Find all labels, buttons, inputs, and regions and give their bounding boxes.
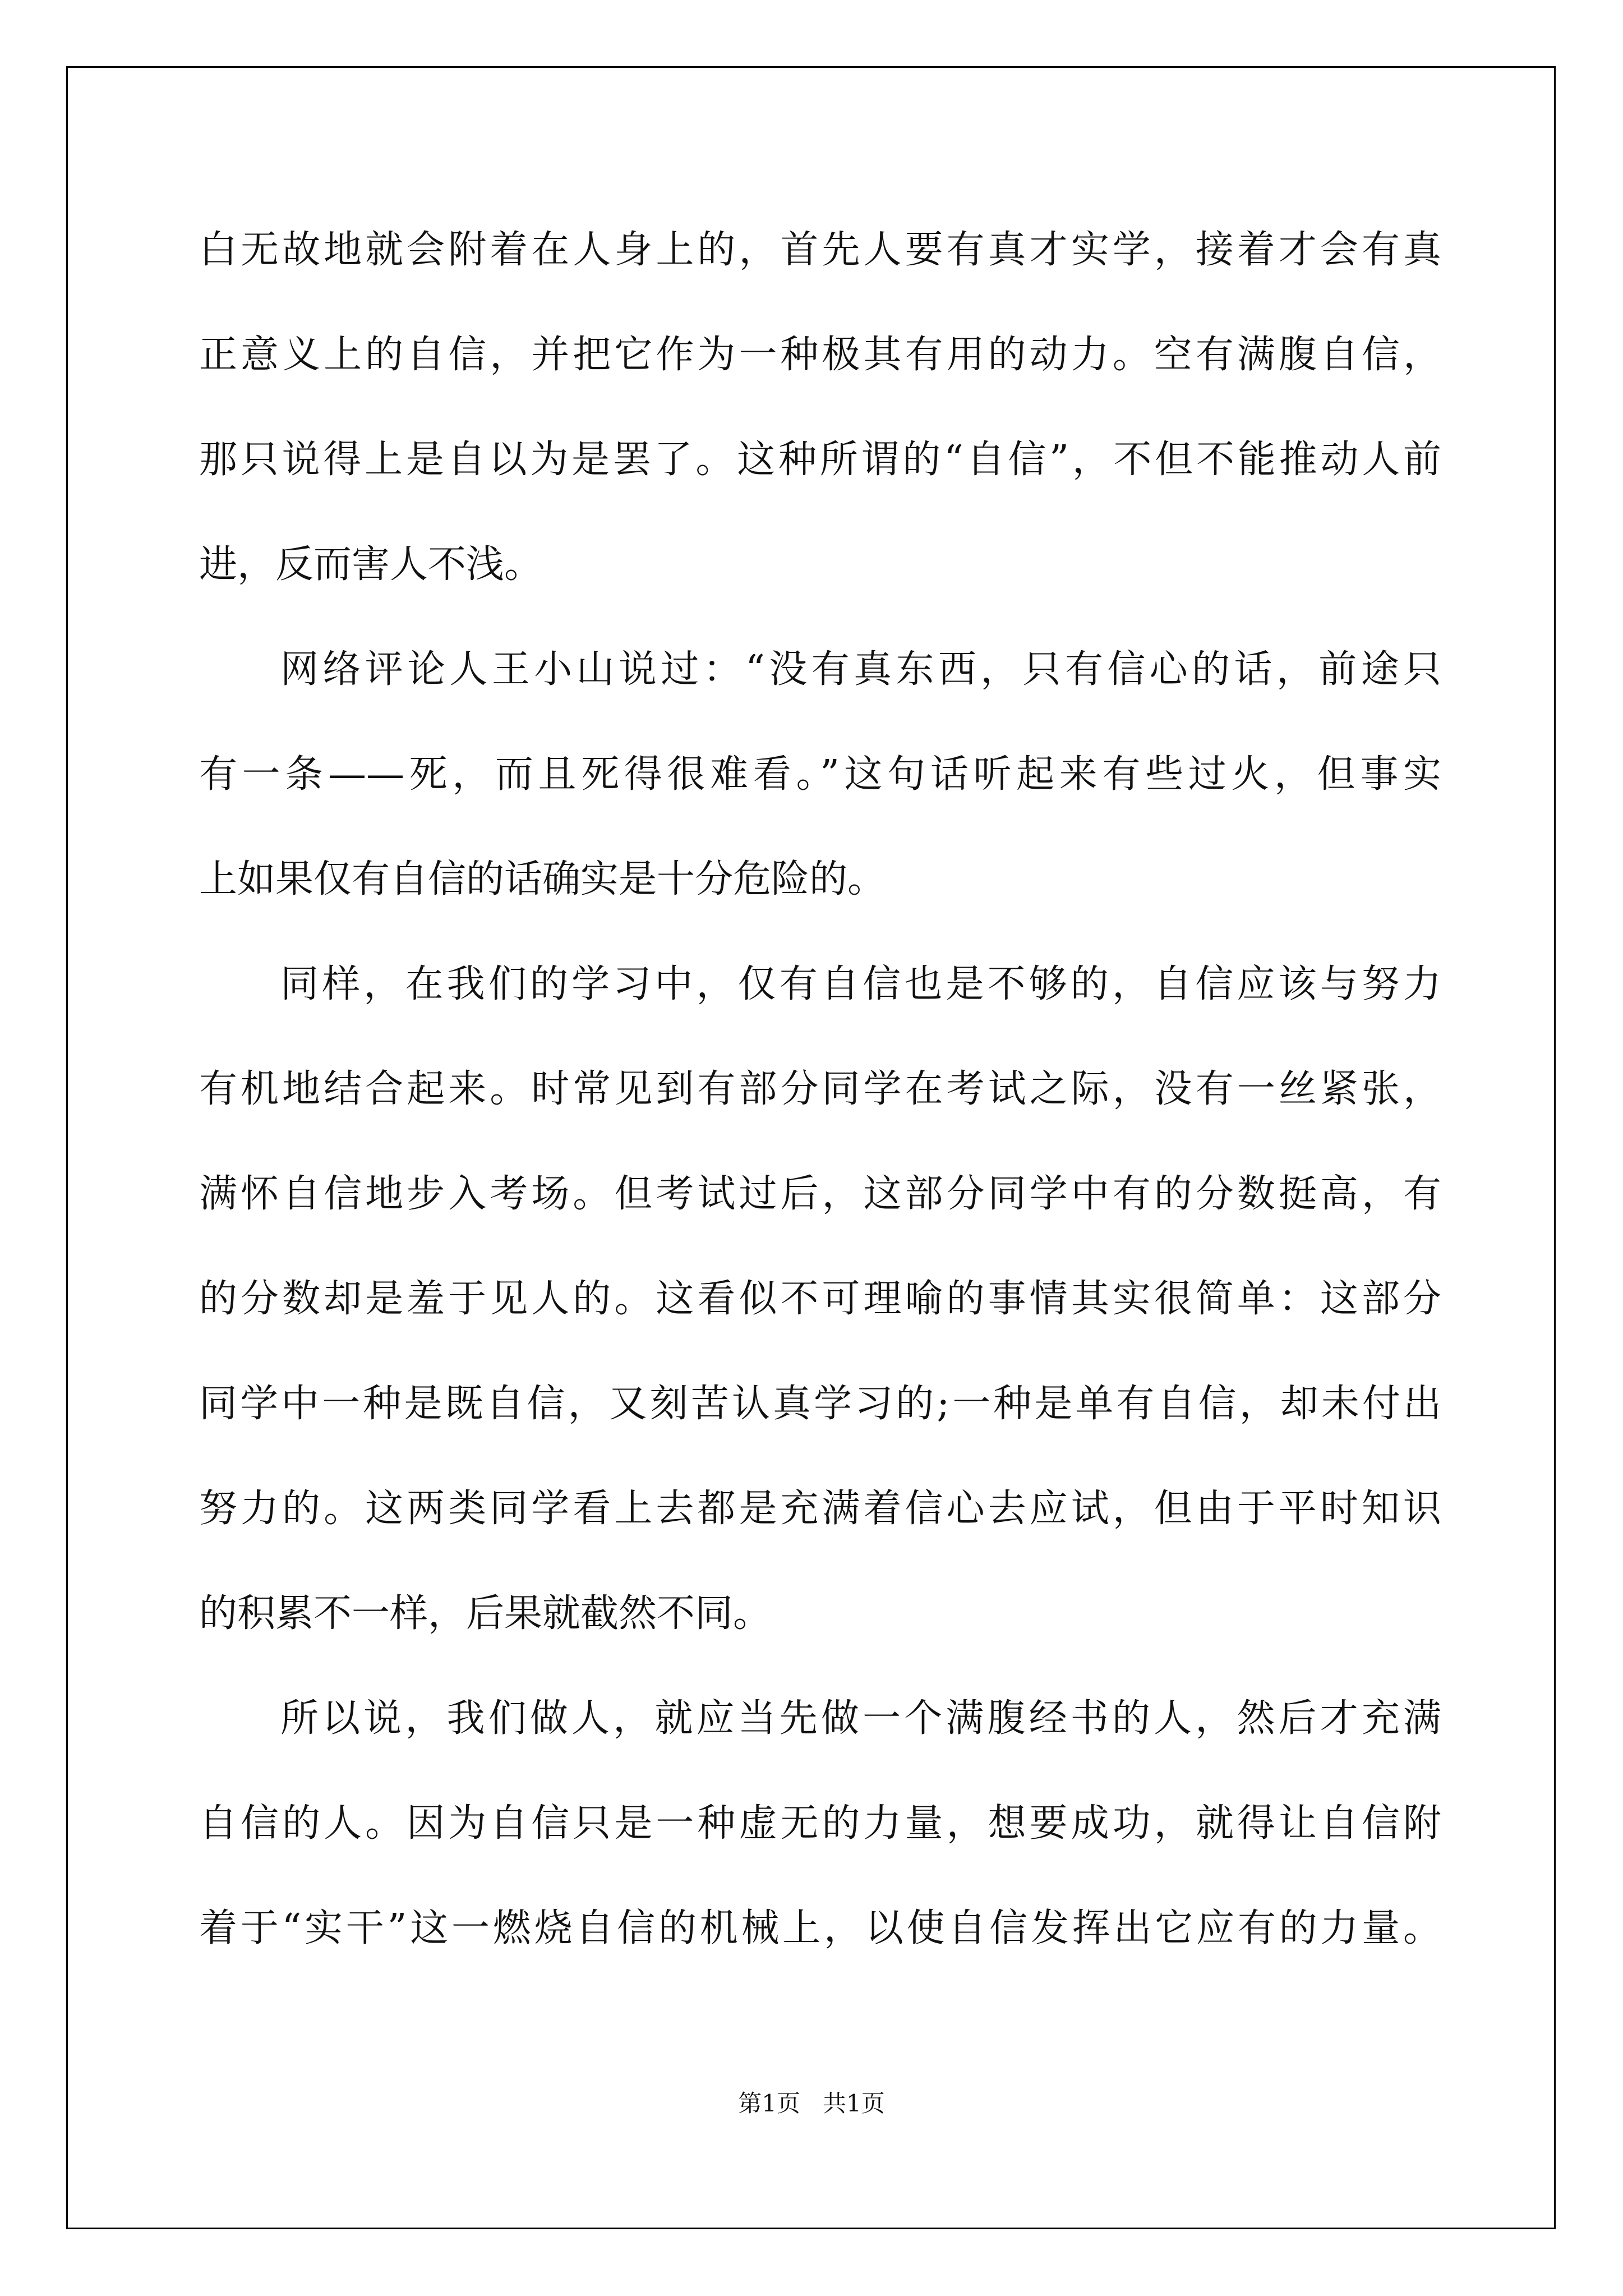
text-line: 那只说得上是自以为是罢了。这种所谓的“自信”，不但不能推动人前 <box>199 438 1441 482</box>
text-line: 的分数却是羞于见人的。这看似不可理喻的事情其实很简单：这部分 <box>199 1277 1441 1321</box>
text-line: 正意义上的自信，并把它作为一种极其有用的动力。空有满腹自信， <box>199 333 1441 377</box>
paragraph-first-line: 所以说，我们做人，就应当先做一个满腹经书的人，然后才充满 <box>280 1696 1441 1741</box>
page-total: 共1页 <box>823 2090 885 2117</box>
page-number: 第1页 <box>738 2090 800 2117</box>
text-line: 有机地结合起来。时常见到有部分同学在考试之际，没有一丝紧张， <box>199 1067 1441 1111</box>
text-line: 上如果仅有自信的话确实是十分危险的。 <box>199 857 886 901</box>
paragraph-first-line: 网络评论人王小山说过：“没有真东西，只有信心的话，前途只 <box>280 647 1441 692</box>
text-line: 自信的人。因为自信只是一种虚无的力量，想要成功，就得让自信附 <box>199 1801 1441 1846</box>
text-line: 白无故地就会附着在人身上的，首先人要有真才实学，接着才会有真 <box>199 228 1441 272</box>
text-line: 有一条——死，而且死得很难看。”这句话听起来有些过火，但事实 <box>199 752 1441 797</box>
text-line: 努力的。这两类同学看上去都是充满着信心去应试，但由于平时知识 <box>199 1487 1441 1531</box>
text-line: 进，反而害人不浅。 <box>199 542 543 587</box>
text-line: 的积累不一样，后果就截然不同。 <box>199 1591 772 1636</box>
text-line: 同学中一种是既自信，又刻苦认真学习的;一种是单有自信，却未付出 <box>199 1382 1441 1426</box>
paragraph-first-line: 同样，在我们的学习中，仅有自信也是不够的，自信应该与努力 <box>280 962 1441 1006</box>
text-line: 满怀自信地步入考场。但考试过后，这部分同学中有的分数挺高，有 <box>199 1172 1441 1216</box>
text-line: 着于“实干”这一燃烧自信的机械上，以使自信发挥出它应有的力量。 <box>199 1906 1441 1950</box>
page-footer <box>0 2087 1623 2120</box>
